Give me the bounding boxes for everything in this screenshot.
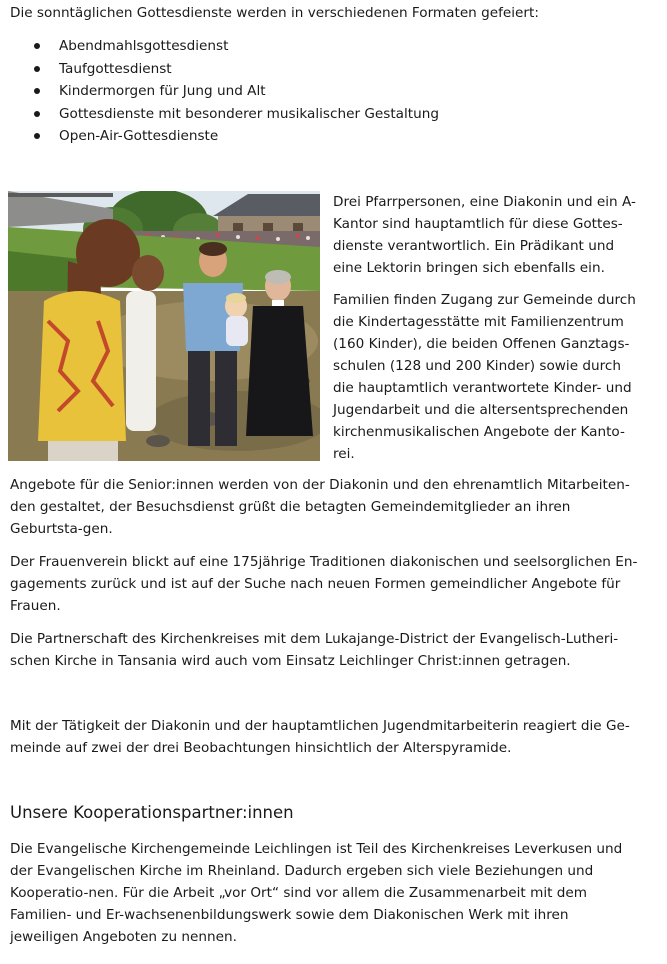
service-formats-list bbox=[0, 35, 439, 148]
partnership-paragraph: Die Partnerschaft des Kirchenkreises mit dem Lukajange-District der Evangelisch-Lutheri-schen Kirche in Tansania wird auch vom Einsatz Leichlinger Christ:innen getragen. bbox=[10, 631, 619, 669]
cooperation-paragraph: Die Evangelische Kirchengemeinde Leichlingen ist Teil des Kirchenkreises Leverkusen und der Evangelischen Kirche im Rheinland. Dadurch ergeben sich viele Beziehungen und Kooperatio-nen. Für die Arbeit „vor Ort“ sind vor allem die Zusammenarbeit mit dem Familien- und Er-wachsenenbildungswerk sowie dem Diakonischen Werk mit ihren jeweiligen Angeboten zu nennen. bbox=[10, 841, 623, 945]
list-item: Abendmahlsgottesdienst bbox=[0, 35, 439, 58]
seniors-paragraph: Angebote für die Senior:innen werden von der Diakonin und den ehrenamtlich Mitarbeiten-den gestaltet, der Besuchsdienst grüßt die betagten Gemeindemitglieder an ihren Geburtsta-gen. bbox=[10, 477, 630, 537]
list-item: Kindermorgen für Jung und Alt bbox=[0, 80, 439, 103]
staff-paragraph: Drei Pfarrpersonen, eine Diakonin und ein A-Kantor sind hauptamtlich für diese Gottes-dienste verantwortlich. Ein Prädikant und eine Lektorin bringen sich ebenfalls ein. bbox=[333, 194, 636, 276]
list-item: Gottesdienste mit besonderer musikalischer Gestaltung bbox=[0, 103, 439, 126]
baptism-photo bbox=[8, 191, 320, 461]
list-item: Open-Air-Gottesdienste bbox=[0, 125, 439, 148]
womens-association-paragraph: Der Frauenverein blickt auf eine 175jährige Traditionen diakonischen und seelsorglichen En-gagements zurück und ist auf der Suche nach neuen Formen gemeindlicher Angebote für Frauen. bbox=[10, 554, 638, 614]
families-paragraph: Familien finden Zugang zur Gemeinde durch die Kindertagesstätte mit Familienzentrum (160 Kinder), die beiden Offenen Ganztags-schulen (128 und 200 Kinder) sowie durch die hauptamtlich verantwortete Kinder- und Jugendarbeit und die altersentsprechenden kirchenmusikalischen Angebote der Kanto-rei. bbox=[333, 292, 636, 462]
list-item: Taufgottesdienst bbox=[0, 58, 439, 81]
intro-text: Die sonntäglichen Gottesdienste werden in verschiedenen Formaten gefeiert: bbox=[10, 5, 539, 21]
youth-work-paragraph: Mit der Tätigkeit der Diakonin und der hauptamtlichen Jugendmitarbeiterin reagiert die Ge-meinde auf zwei der drei Beobachtungen hinsichtlich der Alterspyramide. bbox=[10, 718, 630, 756]
section-heading: Unsere Kooperationspartner:innen bbox=[10, 803, 294, 822]
